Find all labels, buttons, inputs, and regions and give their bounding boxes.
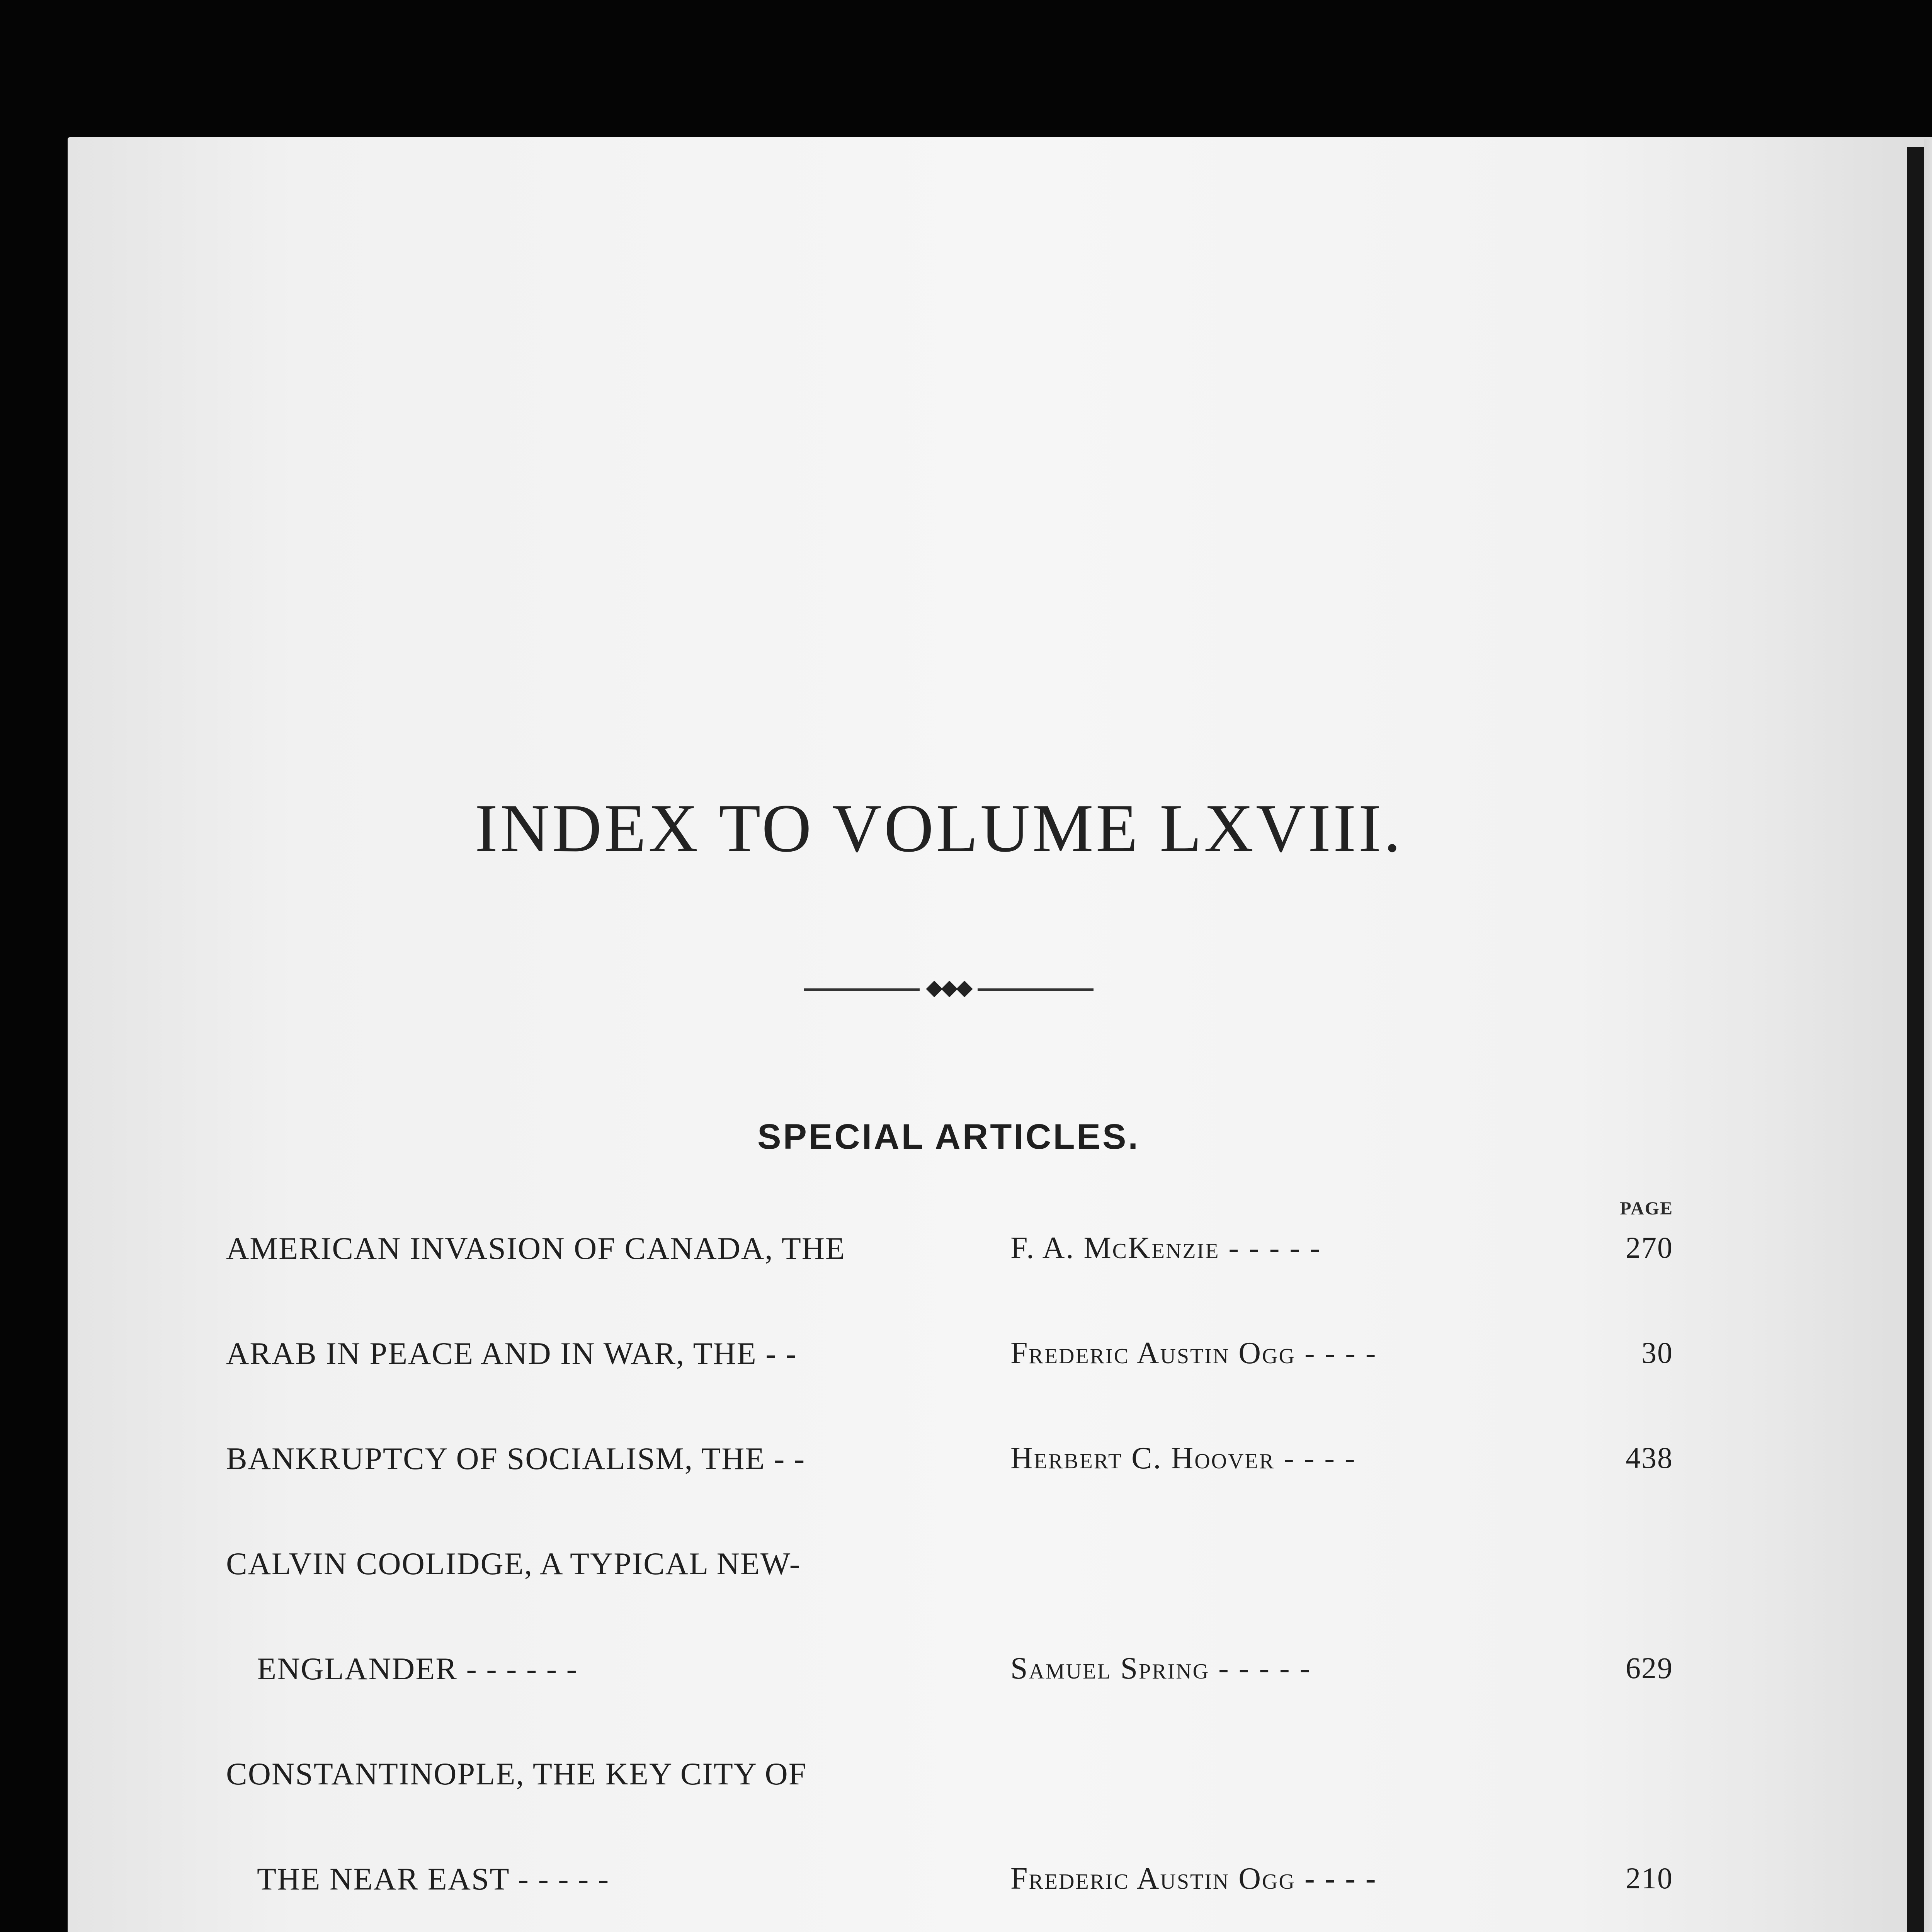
entry-title-line: ARAB IN PEACE AND IN WAR, THE - - [226, 1336, 797, 1371]
entry-page-number: 438 [1626, 1441, 1673, 1475]
section-heading: SPECIAL ARTICLES. [757, 1117, 1140, 1156]
entry-page-number: 30 [1641, 1336, 1673, 1369]
entry-title-line: CALVIN COOLIDGE, A TYPICAL NEW- [226, 1546, 801, 1581]
entry-author: Samuel Spring - - - - - [1010, 1651, 1311, 1685]
entry-author: Frederic Austin Ogg - - - - [1010, 1336, 1377, 1370]
entry-author: Frederic Austin Ogg - - - - [1010, 1862, 1377, 1896]
entry-page-number: 270 [1626, 1231, 1673, 1264]
entry-title-line: CONSTANTINOPLE, THE KEY CITY OF [226, 1756, 807, 1791]
diamond-ornament-icon: ◆◆◆ [926, 975, 971, 1000]
entry-title-line: THE NEAR EAST - - - - - [257, 1861, 610, 1896]
entry-title-line: AMERICAN INVASION OF CANADA, THE [226, 1231, 846, 1266]
entry-page-number: 210 [1626, 1861, 1673, 1895]
page-title: INDEX TO VOLUME LXVIII. [474, 790, 1403, 866]
entry-author: F. A. McKenzie - - - - - [1010, 1231, 1321, 1265]
entry-title-line: ENGLANDER - - - - - - [257, 1651, 578, 1686]
entry-title-line: BANKRUPTCY OF SOCIALISM, THE - - [226, 1441, 806, 1476]
page-column-label: PAGE [1620, 1198, 1673, 1219]
entry-page-number: 629 [1626, 1651, 1673, 1685]
entry-author: Herbert C. Hoover - - - - [1010, 1441, 1356, 1475]
